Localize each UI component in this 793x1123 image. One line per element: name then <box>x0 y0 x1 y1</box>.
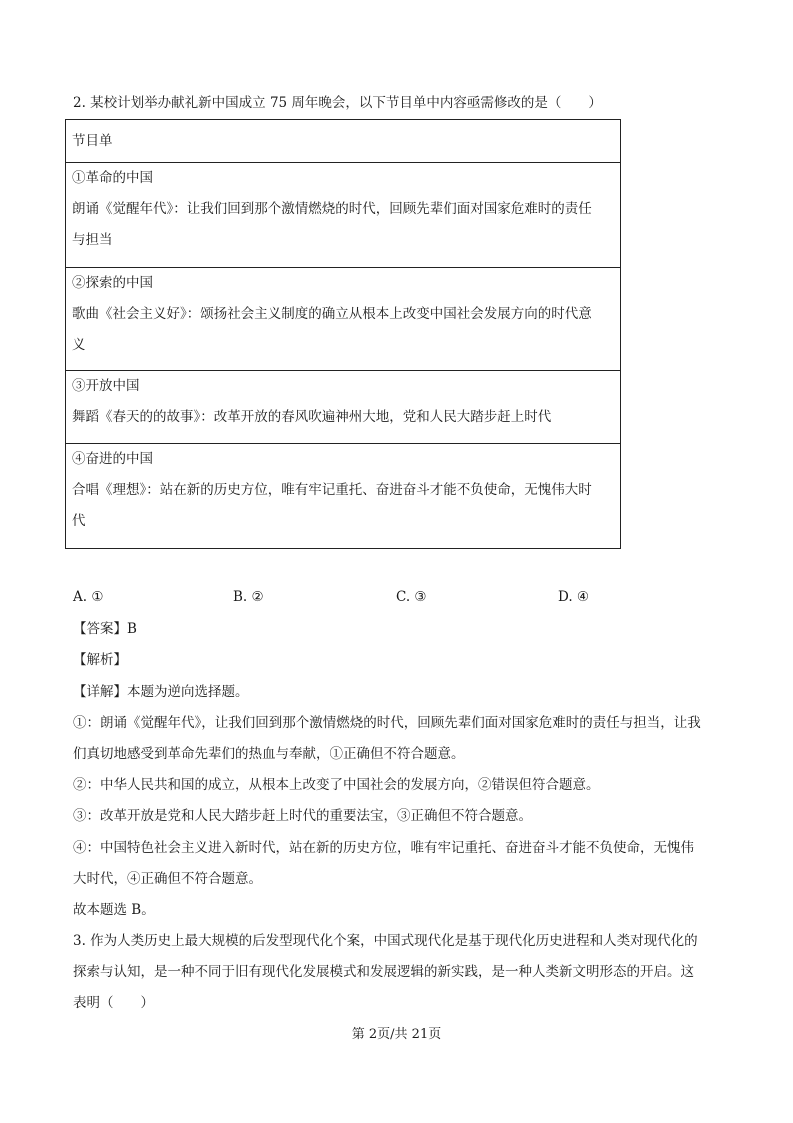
explanation-line: ①：朗诵《觉醒年代》，让我们回到那个激情燃烧的时代，回顾先辈们面对国家危难时的责任与担当，让我 <box>73 715 701 731</box>
option-d: D. ④ <box>558 589 590 605</box>
row-line: 歌曲《社会主义好》：颂扬社会主义制度的确立从根本上改变中国社会发展方向的时代意 <box>72 306 592 322</box>
row-title: ③开放中国 <box>72 378 140 394</box>
option-a: A. ① <box>73 589 104 605</box>
table-row <box>66 268 621 371</box>
row-line: 与担当 <box>72 232 113 248</box>
question-3-line: 3. 作为人类历史上最大规模的后发型现代化个案，中国式现代化是基于现代化历史进程和人类对现代化的 <box>73 933 698 949</box>
page-footer: 第 2页/共 21页 <box>351 1027 442 1042</box>
conclusion-line: 故本题选 B。 <box>73 902 155 918</box>
table-header: 节目单 <box>72 133 113 149</box>
option-c: C. ③ <box>396 589 427 605</box>
row-line: 代 <box>72 513 86 529</box>
program-table <box>65 119 621 549</box>
question-3-line: 探索与认知，是一种不同于旧有现代化发展模式和发展逻辑的新实践，是一种人类新文明形态的开启。这 <box>73 964 694 980</box>
row-title: ②探索的中国 <box>72 275 153 291</box>
explanation-line: 大时代，④正确但不符合题意。 <box>73 871 262 887</box>
table-row <box>66 163 621 268</box>
table-row <box>66 444 621 549</box>
table-row <box>66 371 621 444</box>
row-line: 舞蹈《春天的的故事》：改革开放的春风吹遍神州大地，党和人民大踏步赶上时代 <box>72 409 552 425</box>
question-2-stem: 2. 某校计划举办献礼新中国成立 75 周年晚会，以下节目单中内容亟需修改的是（ ） <box>73 95 602 111</box>
explanation-line: ②：中华人民共和国的成立，从根本上改变了中国社会的发展方向，②错误但符合题意。 <box>73 777 600 793</box>
analysis-label: 【解析】 <box>73 652 127 668</box>
answer-label: 【答案】B <box>73 621 137 637</box>
row-title: ①革命的中国 <box>72 170 153 186</box>
explanation-line: ④：中国特色社会主义进入新时代，站在新的历史方位，唯有牢记重托、奋进奋斗才能不负使命，无愧伟 <box>73 840 694 856</box>
explanation-line: 们真切地感受到革命先辈们的热血与奉献，①正确但不符合题意。 <box>73 746 465 762</box>
row-line: 义 <box>72 337 86 353</box>
table-header-cell <box>66 120 621 163</box>
question-3-line: 表明（ ） <box>73 995 154 1011</box>
option-b: B. ② <box>233 589 264 605</box>
row-title: ④奋进的中国 <box>72 451 153 467</box>
detail-intro: 【详解】本题为逆向选择题。 <box>73 684 249 700</box>
row-line: 合唱《理想》：站在新的历史方位，唯有牢记重托、奋进奋斗才能不负使命，无愧伟大时 <box>72 482 592 498</box>
row-line: 朗诵《觉醒年代》：让我们回到那个激情燃烧的时代，回顾先辈们面对国家危难时的责任 <box>72 201 592 217</box>
explanation-line: ③：改革开放是党和人民大踏步赶上时代的重要法宝，③正确但不符合题意。 <box>73 808 532 824</box>
